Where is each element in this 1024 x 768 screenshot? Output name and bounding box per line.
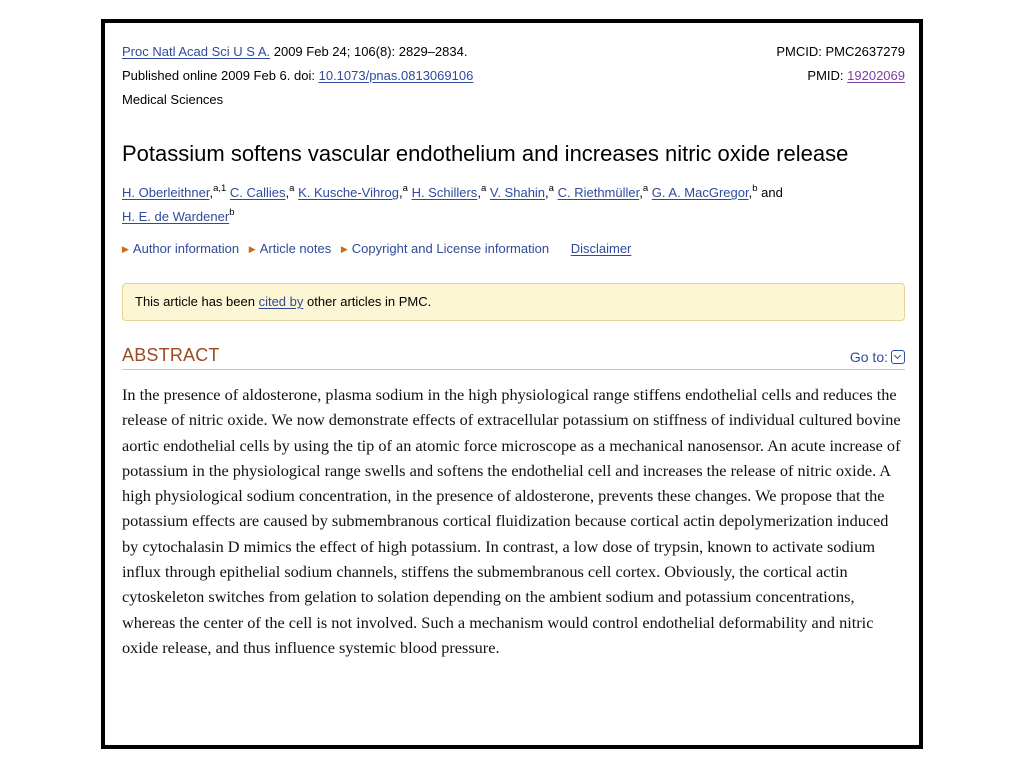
- cited-prefix: This article has been: [135, 294, 259, 309]
- author-separator: ,: [748, 185, 753, 200]
- article-content: [122, 40, 905, 660]
- author-separator: ,: [399, 185, 403, 200]
- author-separator: ,: [285, 185, 290, 200]
- goto-menu[interactable]: [850, 349, 905, 365]
- author-affiliation: a: [480, 183, 487, 194]
- goto-label: Go to:: [849, 349, 888, 365]
- author-affiliation: a,1: [213, 183, 227, 194]
- author-affiliation: b: [752, 183, 758, 194]
- author-separator: ,: [545, 185, 549, 200]
- citation-row: [122, 40, 905, 64]
- abstract-text: In the presence of aldosterone, plasma sodium in the high physiological range stiffens endothelial cells and reduces the release of nitric oxide. We now demonstrate effects of extracellular potassium on stiffness of individual cultured bovine aortic endothelial cells by using the tip of an atomic force microscope as a mechanical nanosensor. An acute increase of potassium in the physiological range swells and softens the endothelial cell and increases the release of nitric oxide. A high physiological sodium concentration, in the presence of aldosterone, prevents these changes. We propose that the potassium effects are caused by submembranous cortical fluidization because cortical actin depolymerization induced by cytochalasin D mimics the effect of high potassium. In contrast, a low dose of trypsin, known to activate sodium influx through epithelial sodium channels, stiffens the submembranous cell cortex. Obviously, the cortical actin cytoskeleton switches from gelation to solation depending on the ambient sodium and potassium concentrations, whereas the center of the cell is not involved. Such a mechanism would control endothelial deformability and nitric oxide release, and thus influence systemic blood pressure.: [122, 385, 901, 657]
- author-link[interactable]: H. E. de Wardener: [122, 209, 230, 224]
- disclaimer-link[interactable]: Disclaimer: [570, 241, 632, 256]
- cited-by-notice: [122, 283, 905, 321]
- article-title: Potassium softens vascular endothelium and increases nitric oxide release: [122, 141, 849, 166]
- author-separator: ,: [639, 185, 643, 200]
- expand-triangle-icon: ▶: [248, 244, 256, 254]
- author-link[interactable]: C. Callies: [229, 185, 286, 200]
- pmid-label: PMID:: [807, 68, 848, 83]
- author-information-toggle[interactable]: [122, 241, 239, 256]
- author-link[interactable]: V. Shahin: [489, 185, 546, 200]
- published-row: [122, 64, 905, 88]
- authors-and: and: [761, 185, 783, 200]
- doi-link[interactable]: 10.1073/pnas.0813069106: [318, 68, 474, 83]
- pmid-link[interactable]: 19202069: [847, 68, 905, 83]
- expand-triangle-icon: ▶: [340, 244, 348, 254]
- pmid-container: [807, 64, 905, 88]
- author-link[interactable]: G. A. MacGregor: [651, 185, 749, 200]
- article-notes-label: Article notes: [259, 241, 332, 256]
- author-affiliation: a: [548, 183, 554, 194]
- expand-triangle-icon: ▶: [122, 244, 129, 254]
- article-info-links: [122, 239, 905, 259]
- author-link[interactable]: H. Schillers: [411, 185, 478, 200]
- journal-link[interactable]: Proc Natl Acad Sci U S A.: [122, 44, 271, 59]
- author-affiliation: a: [289, 183, 295, 194]
- author-separator: ,: [477, 185, 481, 200]
- pmcid: PMCID: PMC2637279: [776, 44, 905, 59]
- author-separator: ,: [209, 185, 214, 200]
- chevron-down-icon: [891, 350, 905, 364]
- published-text: Published online 2009 Feb 6. doi:: [122, 68, 319, 83]
- author-affiliation: a: [402, 183, 408, 194]
- article-frame: [101, 19, 923, 749]
- cited-by-link[interactable]: cited by: [258, 294, 304, 309]
- author-link[interactable]: C. Riethmüller: [557, 185, 640, 200]
- author-information-label: Author information: [132, 241, 240, 256]
- copyright-label: Copyright and License information: [351, 241, 550, 256]
- author-link[interactable]: K. Kusche-Vihrog: [298, 185, 400, 200]
- article-notes-toggle[interactable]: [249, 241, 331, 256]
- copyright-toggle[interactable]: [341, 241, 549, 256]
- author-affiliation: a: [642, 183, 649, 194]
- section-label: Medical Sciences: [122, 92, 224, 107]
- cited-suffix: other articles in PMC.: [303, 294, 432, 309]
- abstract-heading: ABSTRACT: [122, 345, 220, 365]
- author-list: [122, 181, 905, 229]
- author-affiliation: b: [229, 207, 235, 218]
- citation-text: 2009 Feb 24; 106(8): 2829–2834.: [270, 44, 468, 59]
- author-link[interactable]: H. Oberleithner: [122, 185, 210, 200]
- abstract-header: [122, 341, 905, 370]
